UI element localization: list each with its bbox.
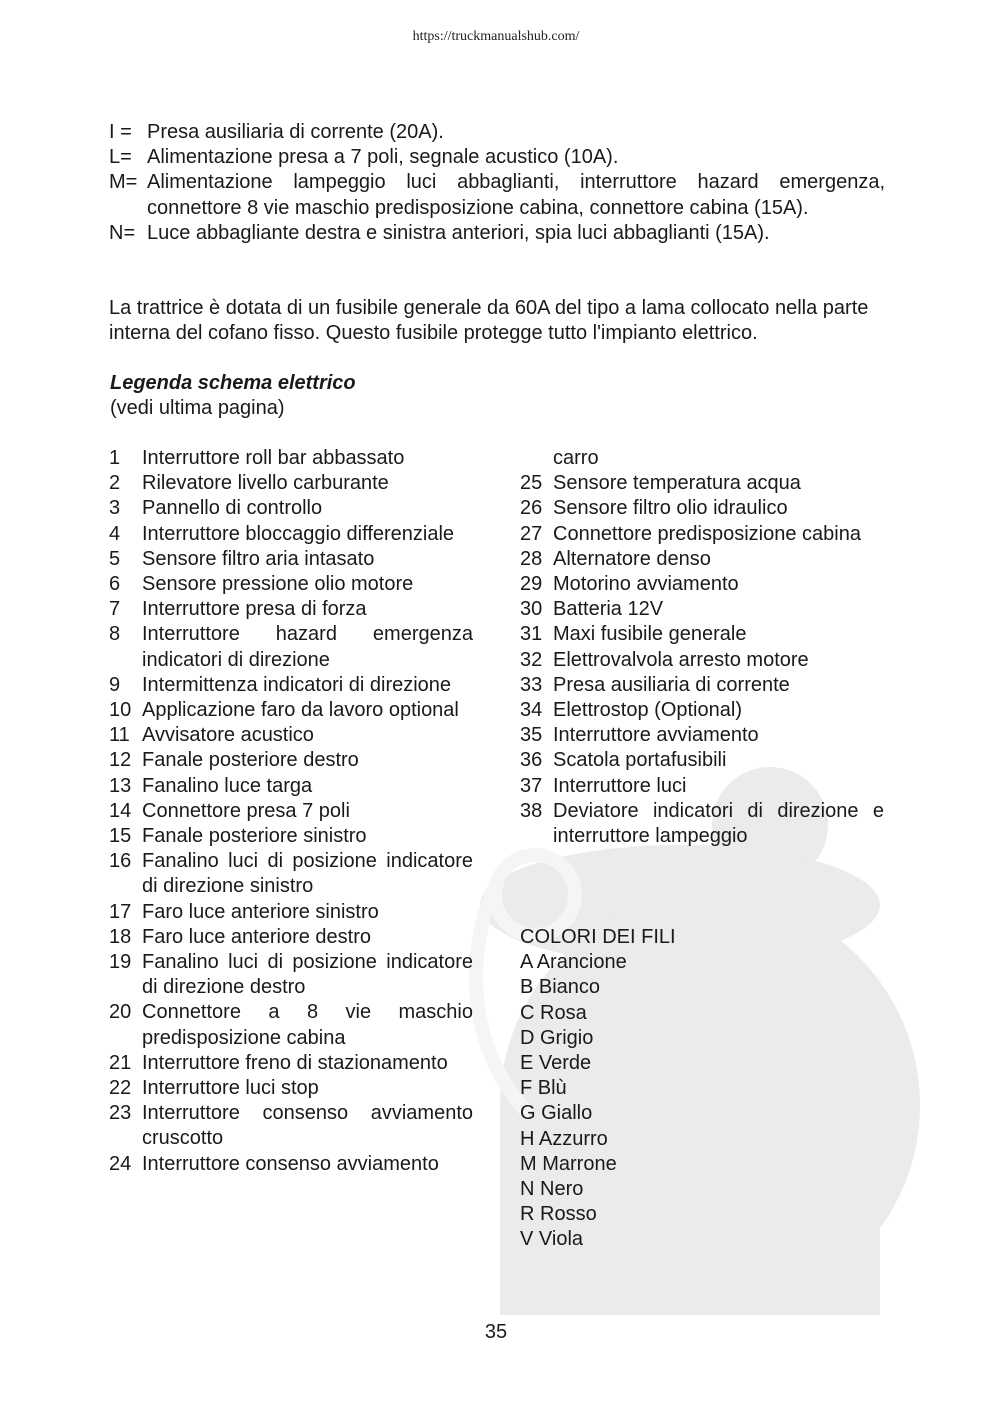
legend-item-text: Interruttore hazard emergenza indicatori di direzione [142,623,473,671]
legend-item-text: Maxi fusibile generale [553,623,747,646]
legend-item-text: Scatola portafusibili [553,749,727,772]
fuse-row [109,120,885,145]
legend-item [109,925,473,950]
legend-item-number: 3 [109,497,121,520]
legend-item-number: 22 [109,1077,132,1100]
legend-item-text: Interruttore luci stop [142,1077,319,1100]
legend-item-text: Fanale posteriore sinistro [142,825,367,848]
legend-item-number: 4 [109,522,121,545]
legend-item-text: Interruttore presa di forza [142,598,367,621]
legend-item [109,748,473,773]
wire-color-item: N Nero [520,1178,584,1201]
fuse-row [109,145,885,170]
fuse-description: Presa ausiliaria di corrente (20A). [147,121,444,143]
legend-item-number: 20 [109,1001,132,1024]
legend-item [109,1152,473,1177]
legend-item-number: 35 [520,724,543,747]
legend-item-number: 21 [109,1051,132,1074]
legend-item-text: Fanale posteriore destro [142,749,359,772]
legend-item-number: 37 [520,774,543,797]
legend-item-text: Interruttore avviamento [553,724,759,747]
wire-color-item: E Verde [520,1052,592,1075]
wire-color-item: H Azzurro [520,1127,608,1150]
legend-item-text: Fanalino luce targa [142,774,313,797]
legend-item-number: 17 [109,900,132,923]
legend-item-text: Presa ausiliaria di corrente [553,673,790,696]
legend-item-text: Fanalino luci di posizione indicatore di direzione sinistro [142,850,473,898]
legend-item-number: 33 [520,673,543,696]
legend-item [520,572,884,597]
legend-item-text: Intermittenza indicatori di direzione [142,673,452,696]
wire-color-item: B Bianco [520,976,601,999]
legend-item [109,597,473,622]
legend-item-number: 1 [109,447,121,469]
legend-item-number: 15 [109,825,132,848]
legend-item [520,799,884,849]
header-url[interactable]: https://truckmanualshub.com/ [412,29,580,44]
legend-item-text: Interruttore bloccaggio differenziale [142,522,455,545]
legend-item [520,522,884,547]
legend-item [109,547,473,572]
legend-subtitle: (vedi ultima pagina) [110,397,285,419]
legend-item-number: 30 [520,598,543,621]
legend-item [520,648,884,673]
fuse-letter: M= [109,171,138,194]
wire-color-item: C Rosa [520,1001,587,1024]
legend-item-text: Sensore filtro olio idraulico [553,497,788,520]
fuse-row [109,170,885,220]
legend-item [109,622,473,672]
legend-item [109,1000,473,1050]
fuse-description: Luce abbagliante destra e sinistra anteriori, spia luci abbaglianti (15A). [147,221,770,244]
legend-item-number: 16 [109,850,132,873]
legend-item-text: Connettore a 8 vie maschio predisposizione cabina [142,1001,473,1049]
wire-color-item: V Viola [520,1228,584,1251]
fuse-list [109,120,885,246]
legend-item [109,522,473,547]
legend-item-number: 24 [109,1152,132,1175]
fuse-description: Alimentazione presa a 7 poli, segnale acustico (10A). [147,146,619,169]
fuse-letter: N= [109,221,136,244]
legend-item [109,824,473,849]
legend-item-number: 18 [109,925,132,948]
legend-item-text: Interruttore consenso avviamento cruscotto [142,1102,473,1150]
legend-item-text: Elettrostop (Optional) [553,699,742,722]
legend-item-text: Interruttore consenso avviamento [142,1152,439,1175]
legend-item-number: 14 [109,799,132,822]
legend-item-number: 34 [520,699,543,722]
legend-item-text: Sensore filtro aria intasato [142,547,375,570]
legend-item-text: Sensore temperatura acqua [553,472,801,495]
legend-item-text: Applicazione faro da lavoro optional [142,699,459,722]
legend-item-number: 31 [520,623,543,646]
legend-item-text: Connettore predisposizione cabina [553,522,861,545]
legend-item [109,1051,473,1076]
legend-item-text: Avvisatore acustico [142,724,314,747]
page-number: 35 [484,1321,508,1343]
legend-item-number: 8 [109,623,121,646]
legend-item-number: 23 [109,1102,132,1125]
legend-list-right [520,446,884,849]
legend-item [109,1076,473,1101]
legend-item [520,622,884,647]
legend-item-number: 38 [520,799,543,822]
legend-item [520,496,884,521]
wire-colors [520,925,676,1253]
legend-item-text: Batteria 12V [553,598,664,621]
legend-item-number: 10 [109,699,132,722]
legend-item-number: 9 [109,673,121,696]
legend-item-number: 26 [520,497,543,520]
legend-item [109,673,473,698]
legend-item [520,597,884,622]
legend-item [109,471,473,496]
legend-item-text: Deviatore indicatori di direzione e interruttore lampeggio [553,799,884,848]
legend-list-left [109,446,473,1177]
legend-item [520,723,884,748]
legend-item-number: 25 [520,472,543,495]
legend-item-number: 7 [109,598,121,621]
legend-title: Legenda schema elettrico [110,372,356,394]
legend-item-text: Sensore pressione olio motore [142,573,414,596]
legend-item-text: Fanalino luci di posizione indicatore di direzione destro [142,951,473,999]
legend-item-number: 2 [109,472,121,495]
fuse-row [109,221,885,246]
legend-item-number: 11 [109,724,130,747]
fuse-paragraph: La trattrice è dotata di un fusibile generale da 60A del tipo a lama collocato nella parte interna del cofano fisso. Questo fusibile protegge tutto l'impianto elettrico. [109,297,869,345]
legend-item-text: Interruttore freno di stazionamento [142,1051,448,1074]
legend-item-text: Alternatore denso [553,547,711,570]
legend-item-number: 12 [109,749,132,772]
legend-item [520,471,884,496]
legend-item-text: Motorino avviamento [553,573,739,596]
legend-item-number: 29 [520,573,543,596]
wire-color-item: G Giallo [520,1102,593,1125]
legend-item [520,673,884,698]
wire-color-item: A Arancione [520,951,627,974]
legend-item-text: Interruttore roll bar abbassato [142,447,405,469]
legend-continuation: carro [553,447,599,469]
wire-color-item: D Grigio [520,1026,594,1049]
fuse-description: Alimentazione lampeggio luci abbaglianti, interruttore hazard emergenza, connettore 8 vie maschio predisposizione cabina, connettore cabina (15A). [147,171,885,219]
legend-item-text: Rilevatore livello carburante [142,472,389,495]
legend-item [109,698,473,723]
legend-item-number: 19 [109,951,132,974]
legend-item [109,496,473,521]
legend-item [109,950,473,1000]
legend-item [109,723,473,748]
legend-item-text: Connettore presa 7 poli [142,799,350,822]
fuse-letter: L= [109,146,132,169]
legend-item-text: Pannello di controllo [142,497,323,520]
legend-item-text: Faro luce anteriore destro [142,925,372,948]
wire-color-item: F Blù [520,1077,567,1100]
wire-color-item: M Marrone [520,1152,617,1175]
legend-item [520,774,884,799]
legend-item-number: 6 [109,573,121,596]
legend-item-text: Interruttore luci [553,774,687,797]
legend-item-number: 28 [520,547,543,570]
fuse-letter: I = [109,121,132,143]
legend-item [109,1101,473,1151]
legend-item [109,799,473,824]
legend-item-number: 13 [109,774,132,797]
legend-item [109,774,473,799]
legend-item-number: 36 [520,749,543,772]
legend-item [109,900,473,925]
legend-item [520,547,884,572]
legend-item-number: 32 [520,648,543,671]
legend-item-number: 5 [109,547,121,570]
wire-color-item: R Rosso [520,1203,597,1226]
legend-item [109,849,473,899]
legend-item-text: Faro luce anteriore sinistro [142,900,379,923]
legend-item [520,698,884,723]
legend-item [109,572,473,597]
legend-item-number: 27 [520,522,543,545]
legend-item [109,446,473,471]
wire-colors-title: COLORI DEI FILI [520,926,676,948]
legend-item [520,748,884,773]
legend-item-text: Elettrovalvola arresto motore [553,648,809,671]
